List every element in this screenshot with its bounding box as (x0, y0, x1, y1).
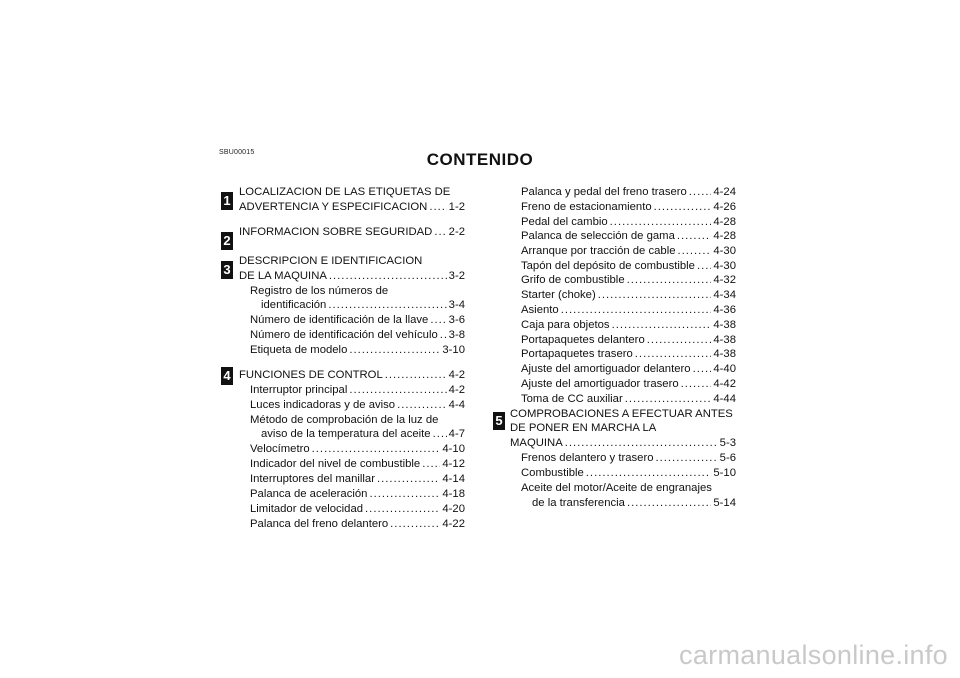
section-tab-4[interactable]: 4 (221, 367, 233, 385)
toc-leader-dots (561, 303, 712, 318)
toc-leader-dots (434, 225, 446, 240)
toc-entry-title: Luces indicadoras y de aviso (250, 399, 396, 411)
toc-entry[interactable] (521, 288, 736, 303)
toc-leader-dots (433, 427, 447, 442)
toc-entry-title: Ajuste del amortiguador trasero (521, 378, 679, 390)
toc-entry[interactable] (521, 273, 736, 288)
section-tab-1[interactable]: 1 (221, 192, 233, 210)
toc-leader-dots (422, 457, 440, 472)
toc-leader-dots (312, 442, 441, 457)
toc-leader-dots (440, 328, 447, 343)
toc-entry-title: de la transferencia (532, 497, 625, 509)
toc-leader-dots (681, 377, 712, 392)
toc-entry[interactable] (521, 377, 736, 392)
toc-entry-title: Arranque por tracción de cable (521, 245, 676, 257)
toc-entry-title: Asiento (521, 304, 559, 316)
toc-leader-dots (697, 259, 711, 274)
toc-heading-line: COMPROBACIONES A EFECTUAR ANTES (510, 408, 733, 420)
section-tab-2[interactable]: 2 (221, 232, 233, 250)
page-code: SBU00015 (219, 149, 255, 156)
toc-entry[interactable] (521, 466, 736, 481)
toc-entry[interactable] (250, 517, 465, 532)
page-title: CONTENIDO (426, 150, 534, 169)
toc-leader-dots (349, 383, 446, 398)
toc-leader-dots (677, 229, 712, 244)
toc-entry-title: Interruptor principal (250, 384, 348, 396)
toc-entry-page: 2-2 (448, 226, 465, 238)
toc-leader-dots (397, 398, 447, 413)
toc-entry-title: Palanca y pedal del freno trasero (521, 186, 687, 198)
toc-entry-title: Freno de estacionamiento (521, 201, 652, 213)
toc-entry[interactable] (521, 229, 736, 244)
toc-entry-title: ADVERTENCIA Y ESPECIFICACION (239, 201, 428, 213)
toc-leader-dots (377, 472, 440, 487)
toc-entry-title: Interruptores del manillar (250, 473, 375, 485)
toc-entry[interactable] (250, 383, 465, 398)
toc-leader-dots (625, 392, 712, 407)
toc-entry[interactable] (261, 427, 465, 442)
toc-entry-page: 4-42 (713, 378, 736, 390)
toc-entry-title: Etiqueta de modelo (250, 344, 348, 356)
toc-entry-page: 4-28 (713, 216, 736, 228)
toc-entry-title: Velocímetro (250, 443, 310, 455)
toc-entry-title: Caja para objetos (521, 319, 610, 331)
toc-entry-title: aviso de la temperatura del aceite (261, 428, 431, 440)
toc-entry-page: 4-26 (713, 201, 736, 213)
toc-leader-dots (654, 200, 712, 215)
toc-entry[interactable] (521, 347, 736, 362)
toc-heading-line: DESCRIPCION E IDENTIFICACION (239, 255, 423, 267)
toc-entry-title: Combustible (521, 467, 584, 479)
toc-entry-page: 5-6 (719, 452, 736, 464)
toc-entry[interactable] (521, 259, 736, 274)
toc-leader-dots (647, 333, 712, 348)
toc-leader-dots (349, 343, 440, 358)
toc-entry[interactable] (521, 333, 736, 348)
toc-leader-dots (390, 517, 440, 532)
toc-entry[interactable] (261, 298, 465, 313)
toc-entry[interactable] (521, 244, 736, 259)
toc-entry-page: 4-36 (713, 304, 736, 316)
toc-leader-dots (656, 451, 718, 466)
toc-entry-page: 4-2 (448, 384, 465, 396)
toc-leader-dots (586, 466, 712, 481)
toc-entry-title: Toma de CC auxiliar (521, 393, 623, 405)
toc-entry-title: Tapón del depósito de combustible (521, 260, 695, 272)
toc-entry-title: Pedal del cambio (521, 216, 608, 228)
toc-entry[interactable] (521, 215, 736, 230)
toc-entry-title: Ajuste del amortiguador delantero (521, 363, 691, 375)
toc-entry-page: 4-30 (713, 260, 736, 272)
toc-leader-dots (565, 436, 718, 451)
toc-entry[interactable] (521, 185, 736, 200)
toc-entry-title: INFORMACION SOBRE SEGURIDAD (239, 226, 433, 238)
toc-entry-page: 4-22 (442, 518, 465, 530)
toc-entry[interactable] (250, 502, 465, 517)
toc-entry-page: 4-20 (442, 503, 465, 515)
toc-entry[interactable] (250, 487, 465, 502)
toc-leader-dots (328, 298, 446, 313)
toc-entry-page: 4-34 (713, 289, 736, 301)
toc-entry-page: 4-32 (713, 274, 736, 286)
toc-heading-line: DE PONER EN MARCHA LA (510, 422, 657, 434)
toc-entry-page: 4-40 (713, 363, 736, 375)
toc-entry-page: 3-6 (448, 314, 465, 326)
toc-entry-page: 4-44 (713, 393, 736, 405)
toc-entry-title: Portapaquetes trasero (521, 348, 633, 360)
toc-entry[interactable] (521, 362, 736, 377)
watermark: carmanualsonline.info (679, 640, 948, 670)
toc-leader-dots (369, 487, 440, 502)
toc-entry-title: FUNCIONES DE CONTROL (239, 369, 383, 381)
toc-entry-page: 4-24 (713, 186, 736, 198)
toc-leader-dots (693, 362, 712, 377)
toc-heading-line: Aceite del motor/Aceite de engranajes (521, 482, 712, 494)
toc-entry[interactable] (521, 451, 736, 466)
toc-leader-dots (365, 502, 440, 517)
toc-leader-dots (627, 273, 712, 288)
toc-entry-page: 4-28 (713, 230, 736, 242)
toc-entry[interactable] (239, 269, 465, 284)
toc-entry-page: 4-38 (713, 348, 736, 360)
toc-entry[interactable] (250, 343, 465, 358)
toc-entry-title: Número de identificación de la llave (250, 314, 429, 326)
toc-entry[interactable] (521, 200, 736, 215)
toc-entry-title: Número de identificación del vehículo (250, 329, 438, 341)
toc-entry[interactable] (521, 303, 736, 318)
toc-leader-dots (429, 200, 446, 215)
toc-entry[interactable] (250, 328, 465, 343)
toc-entry-page: 3-2 (448, 270, 465, 282)
toc-leader-dots (635, 347, 712, 362)
toc-entry-page: 3-4 (448, 299, 465, 311)
toc-entry-page: 1-2 (448, 201, 465, 213)
toc-entry[interactable] (239, 225, 465, 240)
toc-entry-page: 4-14 (442, 473, 465, 485)
section-tab-5[interactable]: 5 (493, 412, 505, 430)
toc-entry-page: 5-3 (719, 437, 736, 449)
toc-entry-page: 5-10 (713, 467, 736, 479)
toc-entry-page: 4-2 (448, 369, 465, 381)
toc-entry[interactable] (250, 313, 465, 328)
toc-entry[interactable] (521, 318, 736, 333)
toc-heading-line: Método de comprobación de la luz de (250, 414, 439, 426)
toc-entry-title: Indicador del nivel de combustible (250, 458, 421, 470)
toc-entry-page: 4-18 (442, 488, 465, 500)
toc-entry-title: MAQUINA (510, 437, 563, 449)
toc-entry-page: 4-4 (448, 399, 465, 411)
toc-entry[interactable] (239, 200, 465, 215)
section-tab-3[interactable]: 3 (221, 261, 233, 279)
toc-entry[interactable] (250, 398, 465, 413)
toc-entry-title: Limitador de velocidad (250, 503, 364, 515)
toc-entry-page: 4-7 (448, 428, 465, 440)
toc-heading-line: Registro de los números de (250, 285, 389, 297)
toc-entry-title: Grifo de combustible (521, 274, 625, 286)
toc-leader-dots (689, 185, 712, 200)
toc-leader-dots (677, 244, 711, 259)
toc-entry-page: 4-38 (713, 319, 736, 331)
toc-entry-title: Palanca de selección de gama (521, 230, 675, 242)
toc-entry[interactable] (510, 436, 736, 451)
toc-entry-title: Palanca del freno delantero (250, 518, 389, 530)
toc-leader-dots (430, 313, 446, 328)
toc-entry[interactable] (532, 496, 736, 511)
toc-heading-line: LOCALIZACION DE LAS ETIQUETAS DE (239, 186, 451, 198)
toc-entry-title: Frenos delantero y trasero (521, 452, 654, 464)
toc-leader-dots (329, 269, 447, 284)
toc-leader-dots (385, 368, 447, 383)
toc-leader-dots (598, 288, 712, 303)
toc-entry-page: 5-14 (713, 497, 736, 509)
toc-entry[interactable] (239, 368, 465, 383)
toc-entry[interactable] (250, 457, 465, 472)
toc-leader-dots (627, 496, 711, 511)
toc-entry-title: identificación (261, 299, 327, 311)
toc-leader-dots (610, 215, 712, 230)
toc-entry-page: 3-8 (448, 329, 465, 341)
toc-entry-page: 4-38 (713, 334, 736, 346)
toc-entry-page: 4-12 (442, 458, 465, 470)
toc-entry-page: 4-30 (713, 245, 736, 257)
toc-entry[interactable] (521, 392, 736, 407)
toc-entry-page: 4-10 (442, 443, 465, 455)
toc-entry-title: Portapaquetes delantero (521, 334, 645, 346)
toc-entry[interactable] (250, 442, 465, 457)
toc-entry-title: Palanca de aceleración (250, 488, 368, 500)
toc-entry-page: 3-10 (442, 344, 465, 356)
toc-leader-dots (612, 318, 712, 333)
toc-entry[interactable] (250, 472, 465, 487)
toc-entry-title: Starter (choke) (521, 289, 596, 301)
toc-entry-title: DE LA MAQUINA (239, 270, 327, 282)
